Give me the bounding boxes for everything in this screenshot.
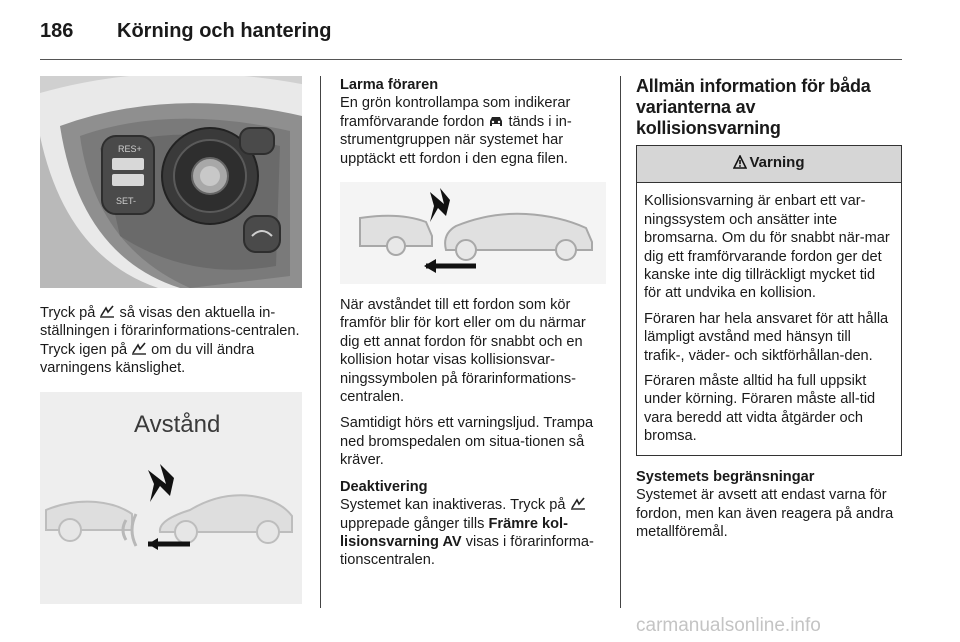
menu-option-name: Främre kol-lisionsvarning AV: [340, 515, 568, 550]
watermark: carmanualsonline.info: [636, 615, 821, 636]
paragraph-deactivation: [340, 496, 604, 570]
steering-wheel-controls-icon: [40, 76, 302, 288]
heading-system-limits: Systemets begränsningar: [636, 468, 815, 485]
text-deactivation-3: visas i förarinforma-tionscentralen.: [340, 533, 594, 569]
column-2: [340, 76, 604, 578]
warning-header: [637, 146, 901, 183]
warning-body: [637, 183, 901, 454]
column-3: [636, 76, 902, 549]
section-heading-general: Allmän information för båda varianterna av kollisionsvarning: [636, 76, 871, 138]
text-indicator-1: En grön kontrollampa som indikerar framförvarande fordon: [340, 95, 571, 130]
column-divider-2: [620, 76, 621, 608]
warning-box: [636, 145, 902, 456]
heading-deactivation: Deaktivering: [340, 478, 428, 495]
collision-warning-button-icon: [570, 497, 586, 511]
paragraph-distance: När avståndet till ett fordon som kör framför blir för kort eller om du närmar dig ett annat fordon för snabbt och en kollision hotar visas kollisionsvar-ningssymbolen på förarinformations-centralen.: [340, 297, 586, 406]
paragraph-settings: [40, 304, 304, 378]
page-title: Körning och hantering: [117, 20, 332, 42]
vehicle-ahead-icon: [488, 115, 504, 128]
warning-title: Varning: [749, 154, 805, 171]
column-1: [40, 76, 304, 604]
paragraph-sound: Samtidigt hörs ett varningsljud. Trampa ned bromspedalen om situa-tionen så kräver.: [340, 415, 594, 469]
header-rule: [40, 59, 902, 60]
paragraph-indicator: [340, 94, 604, 168]
heading-alert-driver: Larma föraren: [340, 77, 439, 93]
warning-triangle-icon: [733, 155, 747, 169]
text-indicator-2: tänds i in-strumentgruppen när systemet har upptäckt ett fordon i den egna filen.: [340, 113, 572, 167]
text-settings-3: om du vill ändra varningens känslighet.: [40, 341, 255, 377]
text-settings-1: Tryck på: [40, 305, 100, 321]
collision-warning-display-icon: [40, 392, 302, 604]
collision-warning-button-icon: [131, 342, 147, 356]
page-number: 186: [40, 20, 74, 42]
column-divider-1: [320, 76, 321, 608]
text-settings-2: så visas den aktuella in-ställningen i förarinformations-centralen. Tryck igen på: [40, 305, 300, 358]
display-label: Avstånd: [134, 410, 221, 438]
svg-text:RES+: RES+: [118, 144, 142, 154]
warning-paragraph-1: Kollisionsvarning är enbart ett var-ningssystem och ansätter inte bromsarna. Om du för snabbt när-mar dig ett framförvarande fordon ger det kanske inte dig tillräckligt mycket tid för att undvika en kollision.: [644, 193, 890, 302]
collision-warning-figure: [340, 182, 606, 284]
paragraph-system-limits: Systemet är avsett att endast varna för fordon, men kan även reagera på andra metallföremål.: [636, 487, 894, 540]
warning-paragraph-3: Föraren måste alltid ha full uppsikt under körning. Föraren måste all-tid vara beredd att vidta åtgärder och bromsa.: [644, 373, 876, 445]
collision-cars-icon: [340, 182, 606, 284]
steering-wheel-controls-figure: [40, 76, 302, 288]
text-deactivation-2: upprepade gånger tills: [340, 515, 489, 532]
warning-paragraph-2: Föraren har hela ansvaret för att hålla lämpligt avstånd med hänsyn till trafik-, väder- och siktförhållan-den.: [644, 310, 889, 364]
collision-warning-button-icon: [99, 305, 115, 319]
svg-text:SET-: SET-: [116, 196, 137, 206]
distance-display-figure: [40, 392, 302, 604]
text-deactivation-1: Systemet kan inaktiveras. Tryck på: [340, 497, 570, 514]
